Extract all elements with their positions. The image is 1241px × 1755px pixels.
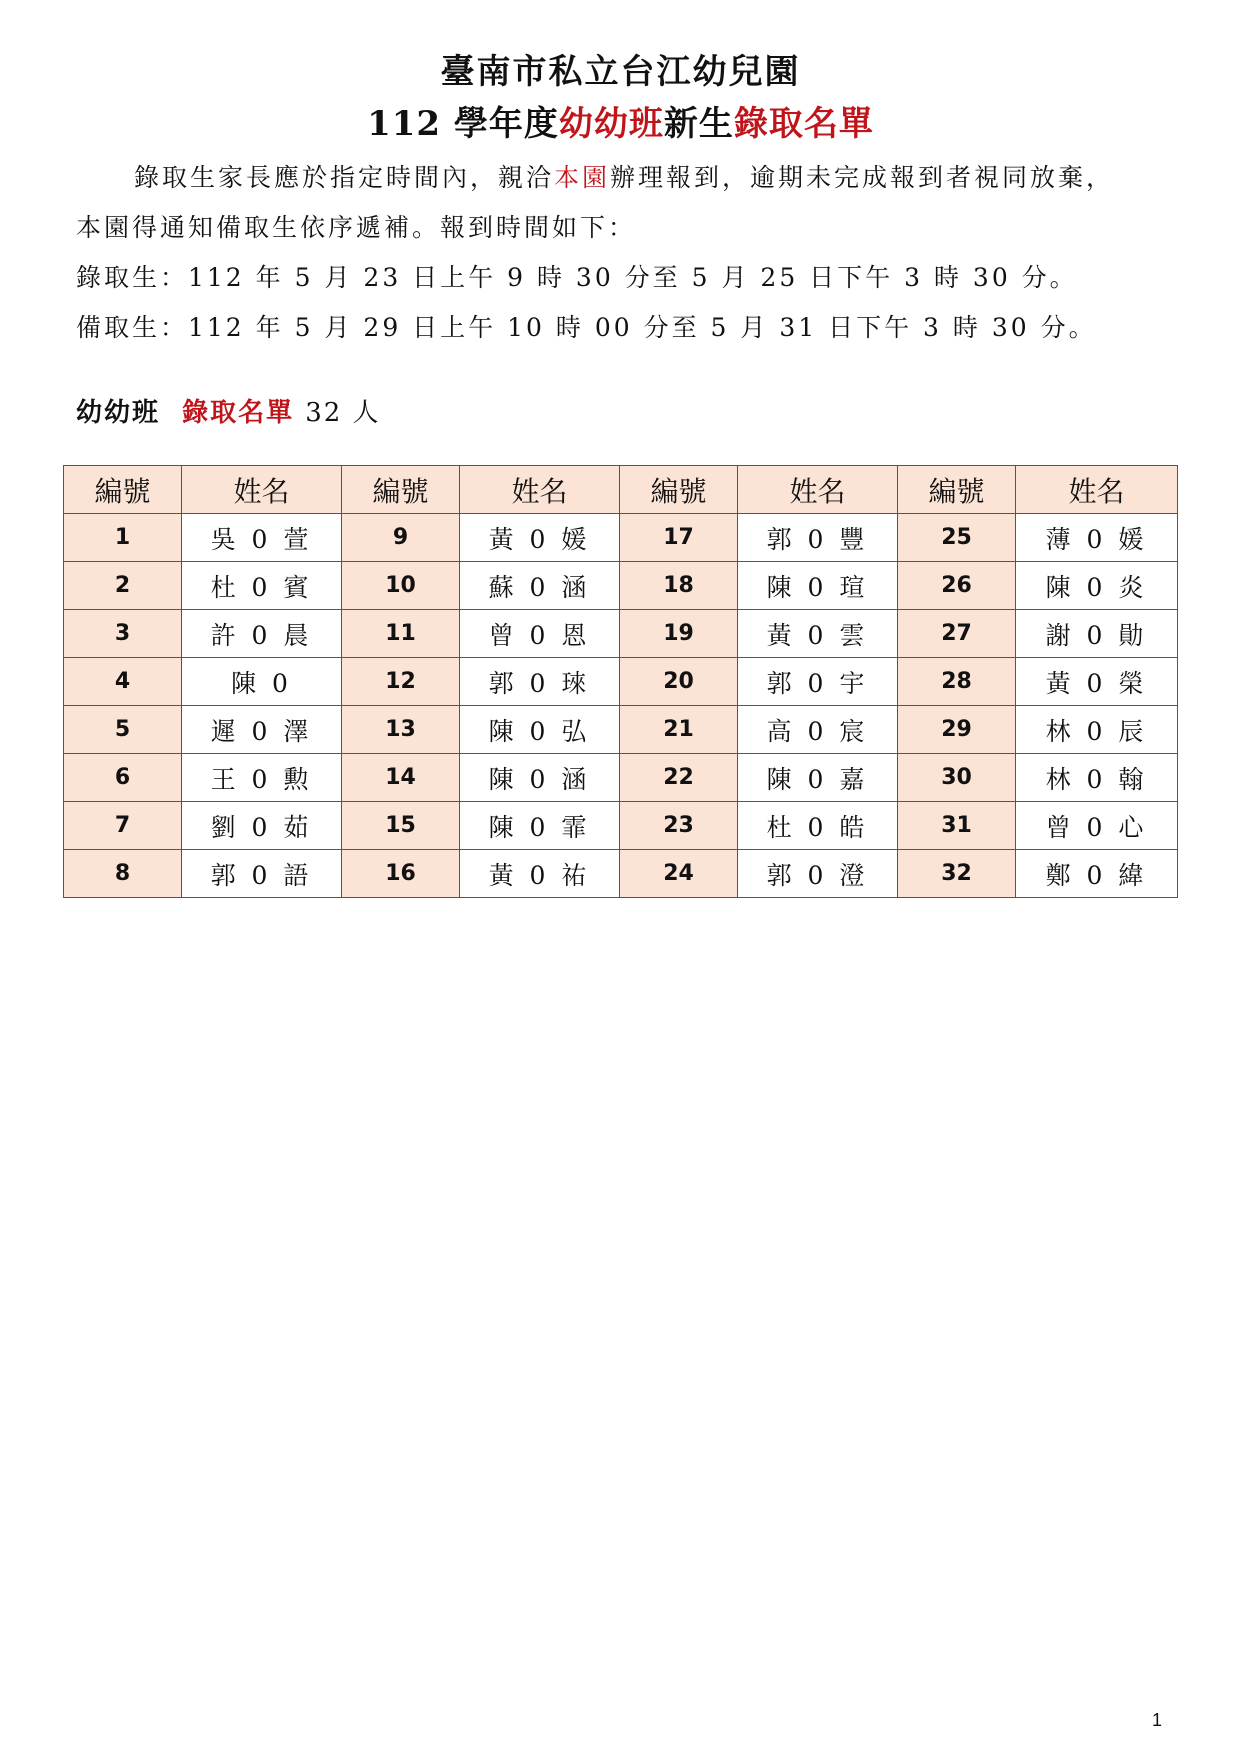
student-number: 4 [64, 658, 182, 706]
student-name: 郭 0 語 [182, 850, 342, 898]
student-name: 陳 0 嘉 [738, 754, 898, 802]
header-name: 姓名 [460, 466, 620, 514]
title-new-students: 新生 [663, 104, 734, 144]
student-number: 11 [342, 610, 460, 658]
student-name: 杜 0 皓 [738, 802, 898, 850]
header-name: 姓名 [182, 466, 342, 514]
class-heading [76, 392, 381, 429]
waitlist-schedule: 備取生：112 年 5 月 29 日上午 10 時 00 分至 5 月 31 日下午 3 時 30 分。 [76, 313, 1097, 342]
table-row [64, 706, 1178, 754]
student-number: 5 [64, 706, 182, 754]
student-number: 21 [620, 706, 738, 754]
admission-table [63, 465, 1178, 898]
student-number: 15 [342, 802, 460, 850]
student-name: 吳 0 萱 [182, 514, 342, 562]
student-number: 30 [898, 754, 1016, 802]
student-number: 13 [342, 706, 460, 754]
student-number: 29 [898, 706, 1016, 754]
student-name: 黃 0 祐 [460, 850, 620, 898]
student-name: 許 0 晨 [182, 610, 342, 658]
student-name: 謝 0 勛 [1016, 610, 1178, 658]
header-name: 姓名 [738, 466, 898, 514]
table-row [64, 658, 1178, 706]
student-name: 郭 0 琜 [460, 658, 620, 706]
student-name: 陳 0 涵 [460, 754, 620, 802]
notice-text: 辦理報到，逾期未完成報到者視同放棄， [610, 163, 1115, 192]
header-number: 編號 [342, 466, 460, 514]
student-name: 蘇 0 涵 [460, 562, 620, 610]
student-name: 薄 0 媛 [1016, 514, 1178, 562]
admit-count: 32 人 [305, 398, 381, 428]
student-number: 17 [620, 514, 738, 562]
table-row [64, 562, 1178, 610]
table-header-row [64, 466, 1178, 514]
student-name: 王 0 勲 [182, 754, 342, 802]
student-number: 8 [64, 850, 182, 898]
header-name: 姓名 [1016, 466, 1178, 514]
student-name: 郭 0 豐 [738, 514, 898, 562]
student-number: 7 [64, 802, 182, 850]
student-name: 遲 0 澤 [182, 706, 342, 754]
title-class: 幼幼班 [558, 104, 664, 144]
header-number: 編號 [620, 466, 738, 514]
student-name: 黃 0 雲 [738, 610, 898, 658]
student-name: 黃 0 榮 [1016, 658, 1178, 706]
document-title [0, 96, 1241, 145]
student-name: 高 0 宸 [738, 706, 898, 754]
student-name: 林 0 辰 [1016, 706, 1178, 754]
student-number: 32 [898, 850, 1016, 898]
title-year: 112 學年度 [367, 104, 559, 144]
student-number: 3 [64, 610, 182, 658]
student-number: 12 [342, 658, 460, 706]
student-number: 16 [342, 850, 460, 898]
notice-line-2: 本園得通知備取生依序遞補。報到時間如下： [76, 213, 637, 242]
page-number: 1 [1152, 1710, 1163, 1730]
student-name: 劉 0 茹 [182, 802, 342, 850]
student-name: 黃 0 媛 [460, 514, 620, 562]
student-name: 曾 0 心 [1016, 802, 1178, 850]
student-number: 6 [64, 754, 182, 802]
student-number: 19 [620, 610, 738, 658]
header-number: 編號 [898, 466, 1016, 514]
student-name: 陳 0 炎 [1016, 562, 1178, 610]
student-number: 2 [64, 562, 182, 610]
student-number: 25 [898, 514, 1016, 562]
school-title: 臺南市私立台江幼兒園 [440, 52, 801, 92]
table-row [64, 610, 1178, 658]
table-row [64, 850, 1178, 898]
admitted-schedule: 錄取生：112 年 5 月 23 日上午 9 時 30 分至 5 月 25 日下午 3 時 30 分。 [76, 263, 1078, 292]
student-number: 27 [898, 610, 1016, 658]
student-number: 31 [898, 802, 1016, 850]
list-label: 錄取名單 [182, 398, 295, 428]
student-name: 陳 0 瑄 [738, 562, 898, 610]
student-name: 陳 0 霏 [460, 802, 620, 850]
student-number: 26 [898, 562, 1016, 610]
student-name: 杜 0 賓 [182, 562, 342, 610]
student-name: 陳 0 弘 [460, 706, 620, 754]
table-row [64, 514, 1178, 562]
table-row [64, 754, 1178, 802]
student-name: 郭 0 宇 [738, 658, 898, 706]
student-number: 9 [342, 514, 460, 562]
class-name: 幼幼班 [76, 398, 161, 428]
student-name: 陳 0 [182, 658, 342, 706]
student-number: 14 [342, 754, 460, 802]
notice-line-1 [134, 158, 1114, 194]
student-number: 22 [620, 754, 738, 802]
title-admission-list: 錄取名單 [733, 104, 874, 144]
header-number: 編號 [64, 466, 182, 514]
notice-text: 錄取生家長應於指定時間內，親洽 [134, 163, 555, 192]
student-number: 20 [620, 658, 738, 706]
student-name: 郭 0 澄 [738, 850, 898, 898]
student-number: 28 [898, 658, 1016, 706]
table-row [64, 802, 1178, 850]
student-number: 23 [620, 802, 738, 850]
student-number: 1 [64, 514, 182, 562]
student-name: 林 0 翰 [1016, 754, 1178, 802]
student-name: 鄭 0 緯 [1016, 850, 1178, 898]
notice-highlight: 本園 [554, 163, 611, 192]
student-number: 24 [620, 850, 738, 898]
student-number: 10 [342, 562, 460, 610]
student-name: 曾 0 恩 [460, 610, 620, 658]
student-number: 18 [620, 562, 738, 610]
